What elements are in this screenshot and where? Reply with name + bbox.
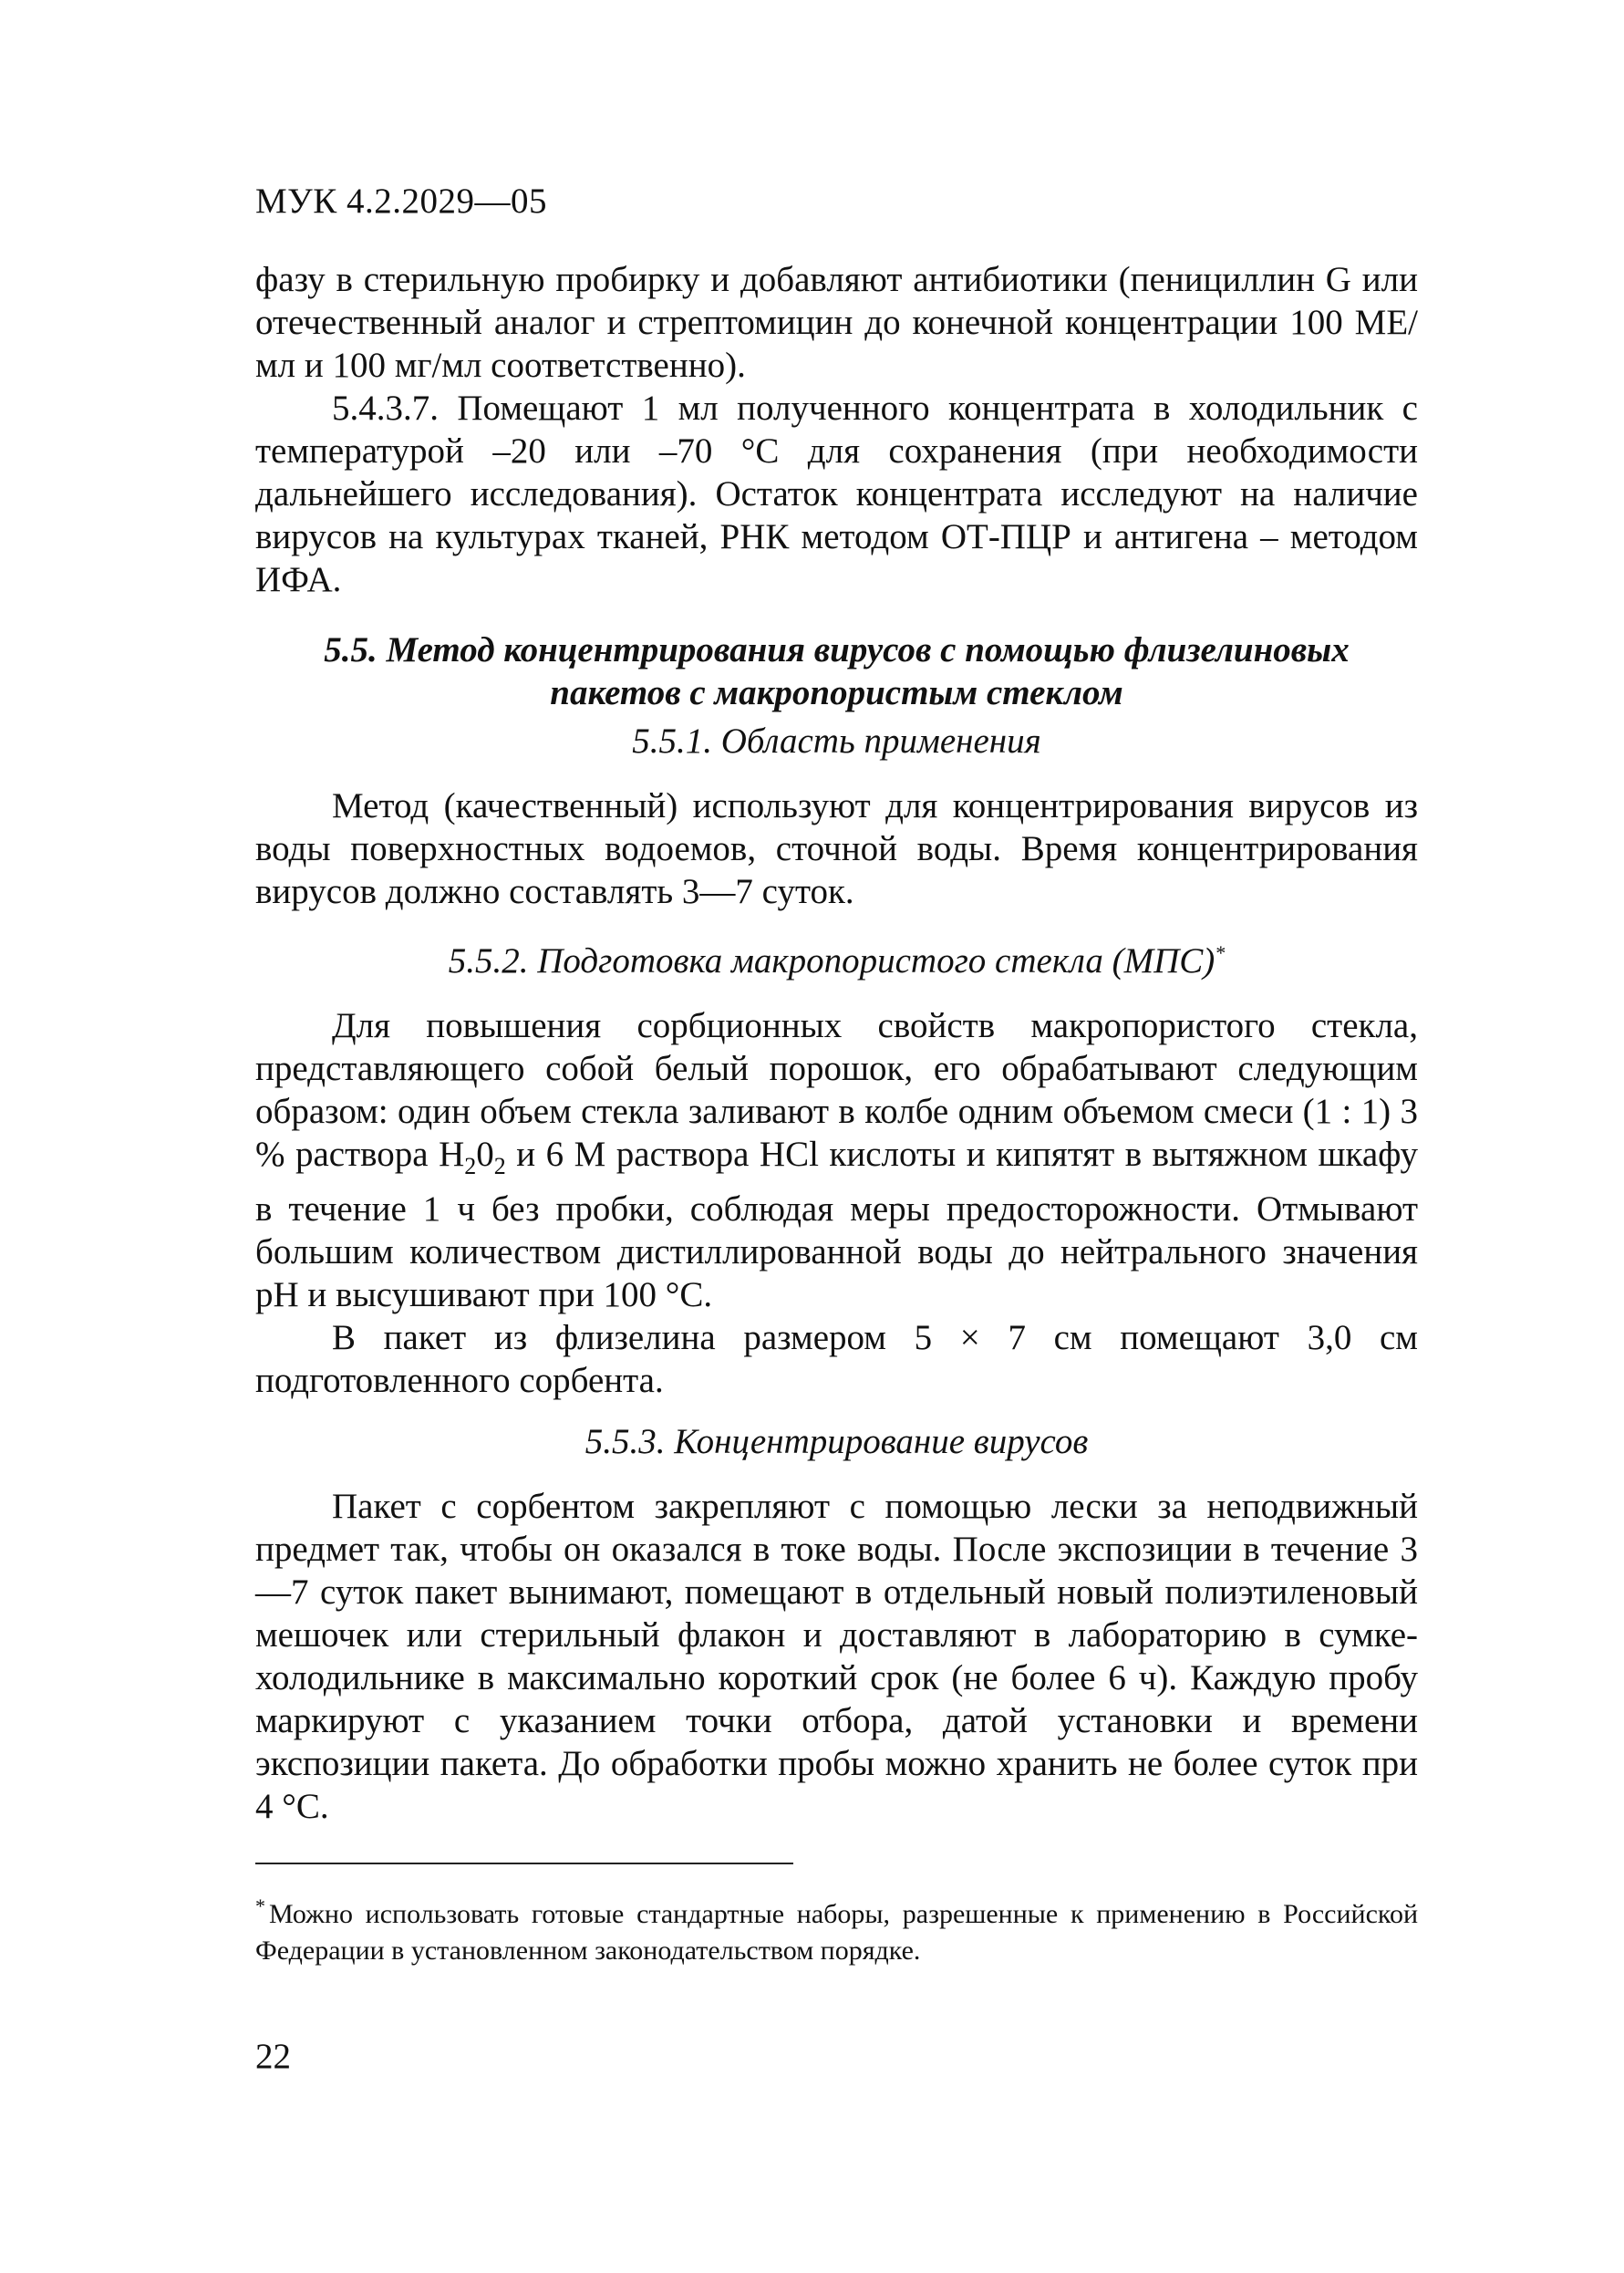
section-5-5-2-title [255, 931, 1418, 982]
subscript: 2 [464, 1152, 477, 1179]
footnote [255, 1888, 1418, 1969]
text-run: и 6 М раствора HCl кислоты и кипятят в вытяжном шкафу в течение 1 ч без пробки, соблюдая меры предосторожности. Отмывают большим количеством дистиллированной воды до нейтрального значения pH и высушивают при 100 °С. [255, 1135, 1418, 1314]
section-5-5-2-paragraph-1 [255, 1004, 1418, 1316]
document-code-header: МУК 4.2.2029—05 [255, 182, 548, 221]
footnote-separator [255, 1863, 793, 1864]
section-5-5-1-text: Метод (качественный) используют для концентрирования вирусов из воды поверхностных водоемов, сточной воды. Время концентрирования вирусов должно составлять 3—7 суток. [255, 786, 1418, 911]
subscript: 2 [493, 1152, 506, 1179]
section-5-5-2-title-text: 5.5.2. Подготовка макропористого стекла (МПС) [448, 941, 1215, 981]
page-number: 22 [255, 2037, 291, 2076]
footnote-reference-mark: * [1215, 941, 1226, 964]
footnote-text: Можно использовать готовые стандартные наборы, разрешенные к применению в Российской Федерации в установленном законодательством порядке. [255, 1899, 1418, 1966]
section-5-5-3-text: Пакет с сорбентом закрепляют с помощью лески за неподвижный предмет так, чтобы он оказался в токе воды. После экспозиции в течение 3—7 суток пакет вынимают, помещают в отдельный новый полиэтиленовый мешочек или стерильный флакон и доставляют в лабораторию в сумке-холодильнике в максимально короткий срок (не более 6 ч). Каждую пробу маркируют с указанием точки отбора, датой установки и времени экспозиции пакета. До обработки пробы можно хранить не более суток при 4 °С. [255, 1486, 1418, 1826]
text-run: 0 [476, 1135, 494, 1174]
section-5-5-2-paragraph-2: В пакет из флизелина размером 5 × 7 см помещают 3,0 см подготовленного сорбента. [255, 1317, 1418, 1400]
body-text [255, 258, 1418, 1828]
footnote-mark: * [255, 1894, 265, 1917]
paragraph-5-4-3-7: 5.4.3.7. Помещают 1 мл полученного концентрата в холодильник с температурой –20 или –70 °С для сохранения (при необходимости дальнейшего исследования). Остаток концентрата исследуют на наличие вирусов на культурах тканей, РНК методом ОТ-ПЦР и антигена – методом ИФА. [255, 389, 1418, 599]
section-5-5-title [255, 628, 1418, 714]
continuation-paragraph: фазу в стерильную пробирку и добавляют антибиотики (пенициллин G или отечественный аналог и стрептомицин до конечной концентрации 100 МЕ/мл и 100 мг/мл соответственно). [255, 260, 1418, 385]
section-5-5-title-line1: 5.5. Метод концентрирования вирусов с помощью флизелиновых [324, 630, 1350, 669]
text-run: Для повышения сорбционных свойств макропористого стекла, представляющего собой белый порошок, его обрабатывают следующим образом: один объем стекла заливают в колбе одним объемом смеси (1 : 1) 3 % раствора H [255, 1006, 1418, 1174]
section-5-5-title-line2: пакетов с макропористым стеклом [550, 673, 1123, 712]
section-5-5-1-title: 5.5.1. Область применения [632, 721, 1041, 761]
document-page [255, 0, 1418, 2273]
section-5-5-3-title: 5.5.3. Концентрирование вирусов [584, 1421, 1089, 1461]
